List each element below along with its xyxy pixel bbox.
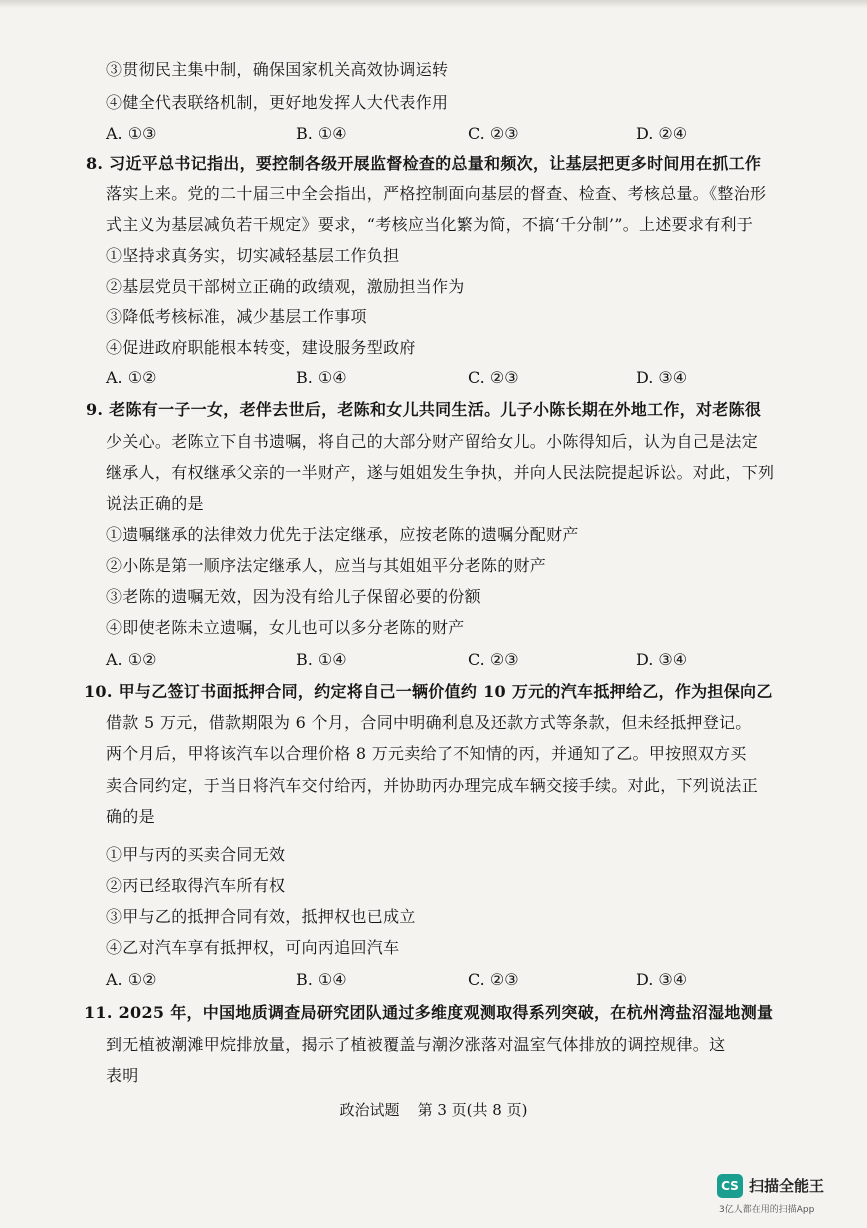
q10-stem-line-4: 卖合同约定，于当日将汽车交付给丙，并协助丙办理完成车辆交接手续。对此，下列说法正	[106, 776, 759, 795]
scanner-watermark	[717, 1170, 847, 1218]
q9-stem-line-3: 继承人，有权继承父亲的一半财产，遂与姐姐发生争执，并向人民法院提起诉讼。对此，下列	[106, 463, 775, 482]
q9-option-a: A. ①②	[106, 650, 157, 669]
q7-option-b: B. ①④	[296, 124, 347, 143]
q9-statement-1: ①遗嘱继承的法律效力优先于法定继承，应按老陈的遗嘱分配财产	[106, 525, 579, 544]
q11-stem-line-2: 到无植被潮滩甲烷排放量，揭示了植被覆盖与潮汐涨落对温室气体排放的调控规律。这	[106, 1035, 726, 1054]
q10-options	[106, 970, 786, 990]
q8-stem-line-1: 8. 习近平总书记指出，要控制各级开展监督检查的总量和频次，让基层把更多时间用在抓工作	[86, 154, 762, 173]
q9-statement-3: ③老陈的遗嘱无效，因为没有给儿子保留必要的份额	[106, 587, 481, 606]
q11-stem-line-3: 表明	[106, 1066, 139, 1085]
watermark-tagline: 3亿人都在用的扫描App	[719, 1205, 815, 1215]
q9-statement-2: ②小陈是第一顺序法定继承人，应当与其姐姐平分老陈的财产	[106, 556, 547, 575]
q8-statement-3: ③降低考核标准，减少基层工作事项	[106, 307, 367, 326]
footer-page-number: 第 3 页(共 8 页)	[417, 1101, 528, 1119]
watermark-app-name: 扫描全能王	[749, 1177, 825, 1195]
q7-options	[106, 124, 786, 144]
q7-option-a: A. ①③	[106, 124, 157, 143]
q10-option-c: C. ②③	[468, 970, 519, 989]
q10-stem-line-3: 两个月后，甲将该汽车以合理价格 8 万元卖给了不知情的丙，并通知了乙。甲按照双方买	[106, 744, 747, 763]
q8-option-b: B. ①④	[296, 368, 347, 387]
q10-statement-2: ②丙已经取得汽车所有权	[106, 876, 286, 895]
q9-statement-4: ④即使老陈未立遗嘱，女儿也可以多分老陈的财产	[106, 618, 465, 637]
q10-stem-line-1: 10. 甲与乙签订书面抵押合同，约定将自己一辆价值约 10 万元的汽车抵押给乙，作为担保向乙	[84, 682, 773, 701]
q7-statement-4: ④健全代表联络机制，更好地发挥人大代表作用	[106, 93, 449, 112]
camscanner-logo-icon: CS	[717, 1174, 743, 1198]
page-footer	[0, 1100, 867, 1120]
q8-statement-4: ④促进政府职能根本转变，建设服务型政府	[106, 338, 416, 357]
q8-statement-1: ①坚持求真务实，切实减轻基层工作负担	[106, 246, 400, 265]
q10-stem-line-2: 借款 5 万元，借款期限为 6 个月，合同中明确利息及还款方式等条款，但未经抵押登记。	[106, 713, 752, 732]
q10-option-d: D. ③④	[636, 970, 688, 989]
q10-statement-3: ③甲与乙的抵押合同有效，抵押权也已成立	[106, 907, 416, 926]
q10-statement-1: ①甲与丙的买卖合同无效	[106, 845, 286, 864]
q8-option-c: C. ②③	[468, 368, 519, 387]
q8-options	[106, 368, 786, 388]
q9-option-c: C. ②③	[468, 650, 519, 669]
q10-statement-4: ④乙对汽车享有抵押权，可向丙追回汽车	[106, 938, 400, 957]
q7-statement-3: ③贯彻民主集中制，确保国家机关高效协调运转	[106, 60, 449, 79]
q9-stem-line-2: 少关心。老陈立下自书遗嘱，将自己的大部分财产留给女儿。小陈得知后，认为自己是法定	[106, 432, 759, 451]
q9-options	[106, 650, 786, 670]
q9-option-b: B. ①④	[296, 650, 347, 669]
q10-stem-line-5: 确的是	[106, 807, 155, 826]
footer-subject: 政治试题	[339, 1101, 400, 1119]
q9-option-d: D. ③④	[636, 650, 688, 669]
q11-stem-line-1: 11. 2025 年，中国地质调查局研究团队通过多维度观测取得系列突破，在杭州湾盐沼湿地测量	[84, 1003, 774, 1022]
q8-statement-2: ②基层党员干部树立正确的政绩观，激励担当作为	[106, 277, 465, 296]
scan-edge	[0, 0, 867, 8]
q7-option-c: C. ②③	[468, 124, 519, 143]
q9-stem-line-1: 9. 老陈有一子一女，老伴去世后，老陈和女儿共同生活。儿子小陈长期在外地工作，对老陈很	[86, 400, 762, 419]
q10-option-b: B. ①④	[296, 970, 347, 989]
q9-stem-line-4: 说法正确的是	[106, 494, 204, 513]
q8-stem-line-2: 落实上来。党的二十届三中全会指出，严格控制面向基层的督查、检查、考核总量。《整治形	[106, 184, 767, 203]
q8-option-a: A. ①②	[106, 368, 157, 387]
q7-option-d: D. ②④	[636, 124, 688, 143]
q8-stem-line-3: 式主义为基层减负若干规定》要求，“考核应当化繁为简，不搞‘千分制’”。上述要求有利于	[106, 215, 754, 234]
q8-option-d: D. ③④	[636, 368, 688, 387]
q10-option-a: A. ①②	[106, 970, 157, 989]
